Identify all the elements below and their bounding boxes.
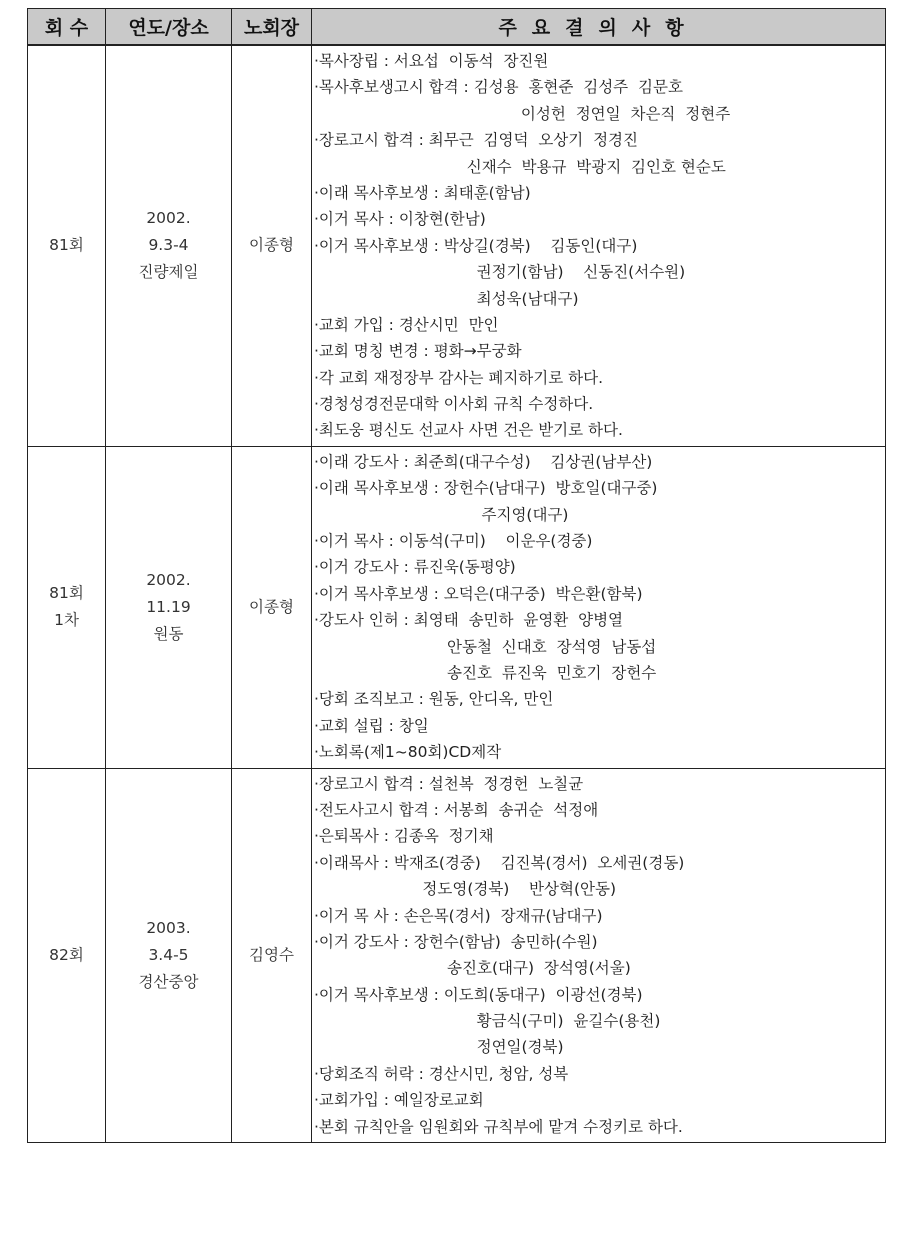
decision-line: ·당회조직 허락 : 경산시민, 청암, 성복 [314,1064,569,1083]
decisions-cell [312,45,886,446]
header-year-place: 연도/장소 [106,9,232,46]
decision-line: ·목사장립 : 서요섭 이동석 장진원 [314,52,549,70]
table-row [28,768,886,1142]
decision-line: ·본회 규칙안을 임원회와 규칙부에 맡겨 수정키로 하다. [314,1117,683,1136]
decision-line: ·이거 강도사 : 류진욱(동평양) [314,558,516,577]
decision-line: ·각 교회 재정장부 감사는 폐지하기로 하다. [314,368,604,387]
decision-line: ·전도사고시 합격 : 서봉희 송귀순 석정애 [314,800,599,819]
decision-line: ·교회가입 : 예일장로교회 [314,1091,484,1110]
decision-line: ·이래 목사후보생 : 장헌수(남대구) 방호일(대구중) [314,479,658,498]
decision-line: ·이거 강도사 : 장헌수(함남) 송민하(수원) [314,932,598,951]
decision-line: ·이거 목 사 : 손은목(경서) 장재규(남대구) [314,906,603,925]
decision-line: ·교회 가입 : 경산시민 만인 [314,315,499,334]
session-cell [28,768,106,1142]
decisions-cell [312,446,886,768]
decision-line: ·이래 강도사 : 최준희(대구수성) 김상권(남부산) [314,452,653,471]
year-place-text: 2002. [146,209,191,228]
year-place-text: 2003. [146,918,191,937]
decision-line: ·강도사 인허 : 최영태 송민하 윤영환 양병열 [314,611,624,630]
decision-line: ·이거 목사 : 이창현(한남) [314,210,486,229]
year-place-cell [106,45,232,446]
decision-line: 정도영(경북) 반상혁(안동) [314,880,617,899]
moderator-cell: 이종형 [232,446,312,768]
decision-line: ·은퇴목사 : 김종옥 정기채 [314,827,494,846]
decision-line: ·이거 목사후보생 : 이도희(동대구) 이광선(경북) [314,985,643,1004]
decision-line: 주지영(대구) [314,505,569,524]
year-place-text: 경산중앙 [138,972,199,991]
decision-line: ·노회록(제1~80회)CD제작 [314,743,502,762]
year-place-cell [106,446,232,768]
session-cell [28,446,106,768]
header-row [28,9,886,46]
header-moderator: 노회장 [232,9,312,46]
session-text: 1차 [54,611,79,630]
year-place-text: 진량제일 [138,263,199,282]
year-place-text: 11.19 [146,597,191,616]
table-row [28,45,886,446]
decision-line: ·이거 목사후보생 : 오덕은(대구중) 박은환(함북) [314,584,643,603]
decision-line: 송진호(대구) 장석영(서울) [314,959,631,978]
year-place-text: 2002. [146,570,191,589]
decision-line: 권정기(함남) 신동진(서수원) [314,263,686,282]
year-place-text: 원동 [153,624,184,643]
session-text: 82회 [49,945,84,964]
decision-line: ·장로고시 합격 : 설천복 정경헌 노칠균 [314,774,584,793]
session-cell [28,45,106,446]
moderator-cell: 김영수 [232,768,312,1142]
decision-line: ·이거 목사 : 이동석(구미) 이운우(경중) [314,532,593,551]
decision-line: 정연일(경북) [314,1038,564,1057]
session-text: 81회 [49,584,84,603]
decision-line: ·교회 명칭 변경 : 평화→무궁화 [314,342,522,361]
year-place-cell [106,768,232,1142]
minutes-table [27,8,886,1143]
decision-line: 최성욱(남대구) [314,289,579,308]
decision-line: 황금식(구미) 윤길수(용천) [314,1012,661,1031]
decision-line: ·이래 목사후보생 : 최태훈(함남) [314,183,531,202]
decision-line: ·목사후보생고시 합격 : 김성용 홍현준 김성주 김문호 [314,78,683,97]
moderator-cell: 이종형 [232,45,312,446]
year-place-text: 9.3-4 [148,236,189,255]
header-decisions: 주요결의사항 [312,9,886,46]
decision-line: ·장로고시 합격 : 최무근 김영덕 오상기 정경진 [314,131,639,150]
decision-line: ·당회 조직보고 : 원동, 안디옥, 만인 [314,690,554,709]
header-session: 회 수 [28,9,106,46]
decision-line: ·교회 설립 : 창일 [314,716,429,735]
decision-line: ·최도웅 평신도 선교사 사면 건은 받기로 하다. [314,421,623,440]
decision-line: 송진호 류진욱 민호기 장헌수 [314,663,657,682]
year-place-text: 3.4-5 [148,945,189,964]
decisions-cell [312,768,886,1142]
decision-line: ·경청성경전문대학 이사회 규칙 수정하다. [314,395,594,414]
decision-line: 안동철 신대호 장석영 남동섭 [314,637,657,656]
table-row [28,446,886,768]
session-text: 81회 [49,236,84,255]
decision-line: ·이거 목사후보생 : 박상길(경북) 김동인(대구) [314,236,638,255]
decision-line: ·이래목사 : 박재조(경중) 김진복(경서) 오세권(경동) [314,853,685,872]
decision-line: 이성헌 정연일 차은직 정현주 [314,104,731,123]
decision-line: 신재수 박용규 박광지 김인호 현순도 [314,157,726,176]
